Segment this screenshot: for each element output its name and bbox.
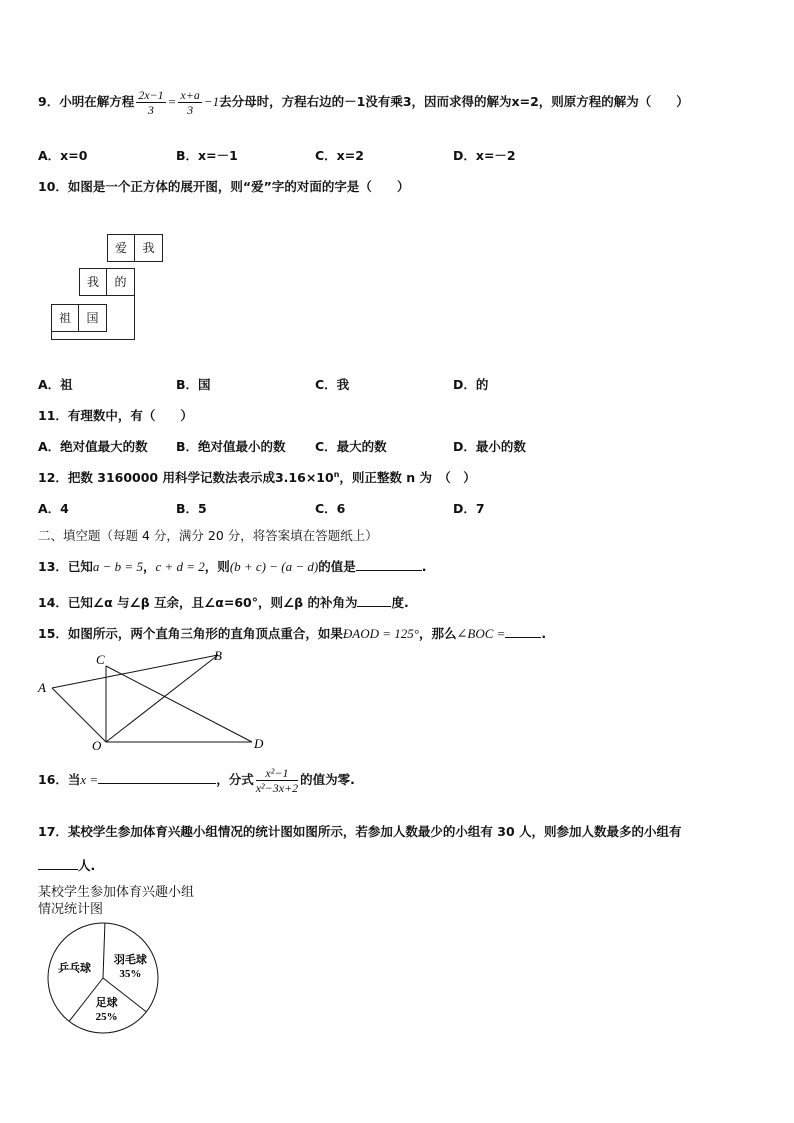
- q9-option-c[interactable]: C．x=2: [315, 148, 364, 163]
- q10-option-c[interactable]: C．我: [315, 377, 350, 392]
- q16-answer-blank[interactable]: [98, 771, 216, 784]
- question-9: [38, 88, 689, 117]
- segment-CD: [106, 666, 252, 742]
- q12-option-a[interactable]: A．4: [38, 501, 69, 516]
- q12-option-b[interactable]: B．5: [176, 501, 207, 516]
- question-10: 10．如图是一个正方体的展开图，则“爱”字的对面的字是（ ）: [38, 179, 410, 194]
- q12-option-c[interactable]: C．6: [315, 501, 346, 516]
- q14-end: 度.: [391, 595, 409, 610]
- q10-option-b[interactable]: B．国: [176, 377, 211, 392]
- q11-option-d[interactable]: D．最小的数: [453, 439, 526, 454]
- q9-option-b[interactable]: B．x=－1: [176, 148, 238, 163]
- q15-expr-1: ÐAOD = 125°: [342, 626, 419, 641]
- q15-end: .: [541, 626, 547, 641]
- q10-option-a[interactable]: A．祖: [38, 377, 73, 392]
- q17-line-2: [38, 856, 95, 874]
- q9-prefix: 9．小明在解方程: [38, 94, 135, 109]
- label-B: B: [214, 648, 222, 663]
- q9-fraction-2: [178, 88, 201, 117]
- q12-prefix: 12．把数 3160000 用科学记数法表示成3.16×10: [38, 470, 334, 485]
- q13-mid: ，则: [204, 559, 230, 574]
- pie-label-name-1: 羽毛球: [113, 954, 147, 967]
- cube-cell-ai: 爱: [107, 234, 135, 262]
- q16-numerator: x²−1: [256, 766, 298, 781]
- q13-suffix: 的值是: [318, 559, 356, 574]
- q12-option-d[interactable]: D．7: [453, 501, 485, 516]
- triangles-figure: [30, 648, 280, 754]
- segment-AO: [52, 688, 106, 742]
- q16-fraction: [256, 766, 298, 795]
- q11-option-c[interactable]: C．最大的数: [315, 439, 387, 454]
- cube-cell-zu: 祖: [51, 304, 79, 332]
- q9-option-d[interactable]: D．x=－2: [453, 148, 516, 163]
- q9-frac2-numerator: x+a: [180, 88, 200, 102]
- label-O: O: [92, 738, 102, 753]
- q12-suffix: ，则正整数 n 为 （ ）: [339, 470, 476, 485]
- q14-answer-blank[interactable]: [357, 594, 391, 607]
- q15-expr-2: ∠BOC =: [456, 626, 506, 641]
- q9-minus-one: −1: [203, 94, 220, 109]
- q15-prefix: 15．如图所示，两个直角三角形的直角顶点重合，如果: [38, 626, 343, 641]
- question-12: [38, 468, 476, 486]
- q12-exponent: n: [333, 469, 340, 479]
- q9-frac2-denominator: 3: [187, 103, 194, 117]
- section-2-heading: 二、填空题（每题 4 分，满分 20 分，将答案填在答题纸上）: [38, 528, 378, 543]
- pie-label-name-0: 乒乓球: [58, 962, 92, 975]
- q13-prefix: 13．已知: [38, 559, 93, 574]
- question-16: [38, 766, 355, 795]
- question-14: [38, 593, 409, 611]
- label-D: D: [254, 736, 264, 751]
- q11-option-a[interactable]: A．绝对值最大的数: [38, 439, 148, 454]
- q15-mid: ，那么: [418, 626, 457, 641]
- q13-answer-blank[interactable]: [356, 558, 422, 571]
- pie-label-pct-1: 35%: [119, 968, 142, 981]
- q9-frac1-denominator: 3: [147, 103, 154, 117]
- q13-expr-2: c + d = 2: [155, 559, 205, 574]
- q15-answer-blank[interactable]: [505, 625, 541, 638]
- cube-cell-de: 的: [107, 268, 135, 296]
- q16-suffix: 的值为零.: [300, 772, 355, 787]
- cube-net-bottom-line: [51, 332, 135, 340]
- q13-expr-3: (b + c) − (a − d): [229, 559, 319, 574]
- q13-end: .: [421, 559, 427, 574]
- question-11: 11．有理数中，有（ ）: [38, 408, 193, 423]
- cube-cell-wo: 我: [79, 268, 107, 296]
- chart-title: 某校学生参加体育兴趣小组情况统计图: [38, 885, 195, 917]
- q16-denominator: x²−3x+2: [255, 781, 299, 795]
- q10-option-d[interactable]: D．的: [453, 377, 489, 392]
- q9-fraction-1: [136, 88, 165, 117]
- q9-equals: =: [167, 94, 177, 109]
- q9-frac1-numerator: 2x−1: [138, 88, 164, 102]
- q16-var: x =: [80, 772, 99, 787]
- q9-suffix: 去分母时，方程右边的－1没有乘3，因而求得的解为x=2，则原方程的解为（ ）: [219, 94, 689, 109]
- segment-AB: [52, 655, 218, 688]
- q14-text: 14．已知∠α 与∠β 互余，且∠α=60°，则∠β 的补角为: [38, 595, 358, 610]
- q16-prefix: 16．当: [38, 772, 81, 787]
- cube-cell-guo: 国: [79, 304, 107, 332]
- segment-OB: [106, 655, 218, 742]
- q17-answer-blank[interactable]: [38, 857, 78, 870]
- cube-cell-wo-top: 我: [135, 234, 163, 262]
- q9-option-a[interactable]: A．x=0: [38, 148, 88, 163]
- q13-sep: ，: [142, 559, 156, 574]
- label-C: C: [96, 652, 105, 667]
- question-17: 17．某校学生参加体育兴趣小组情况的统计图如图所示，若参加人数最少的小组有 30 人，则参加人数最多的小组有: [38, 824, 682, 839]
- question-13: [38, 557, 426, 575]
- question-15: [38, 624, 546, 642]
- pie-label-name-2: 足球: [95, 997, 118, 1010]
- q17-end: 人.: [78, 858, 96, 873]
- q16-mid: ，分式: [216, 772, 254, 787]
- q13-expr-1: a − b = 5: [92, 559, 143, 574]
- pie-chart: [40, 920, 170, 1040]
- pie-label-pct-2: 25%: [95, 1011, 118, 1024]
- q11-option-b[interactable]: B．绝对值最小的数: [176, 439, 286, 454]
- label-A: A: [38, 680, 46, 695]
